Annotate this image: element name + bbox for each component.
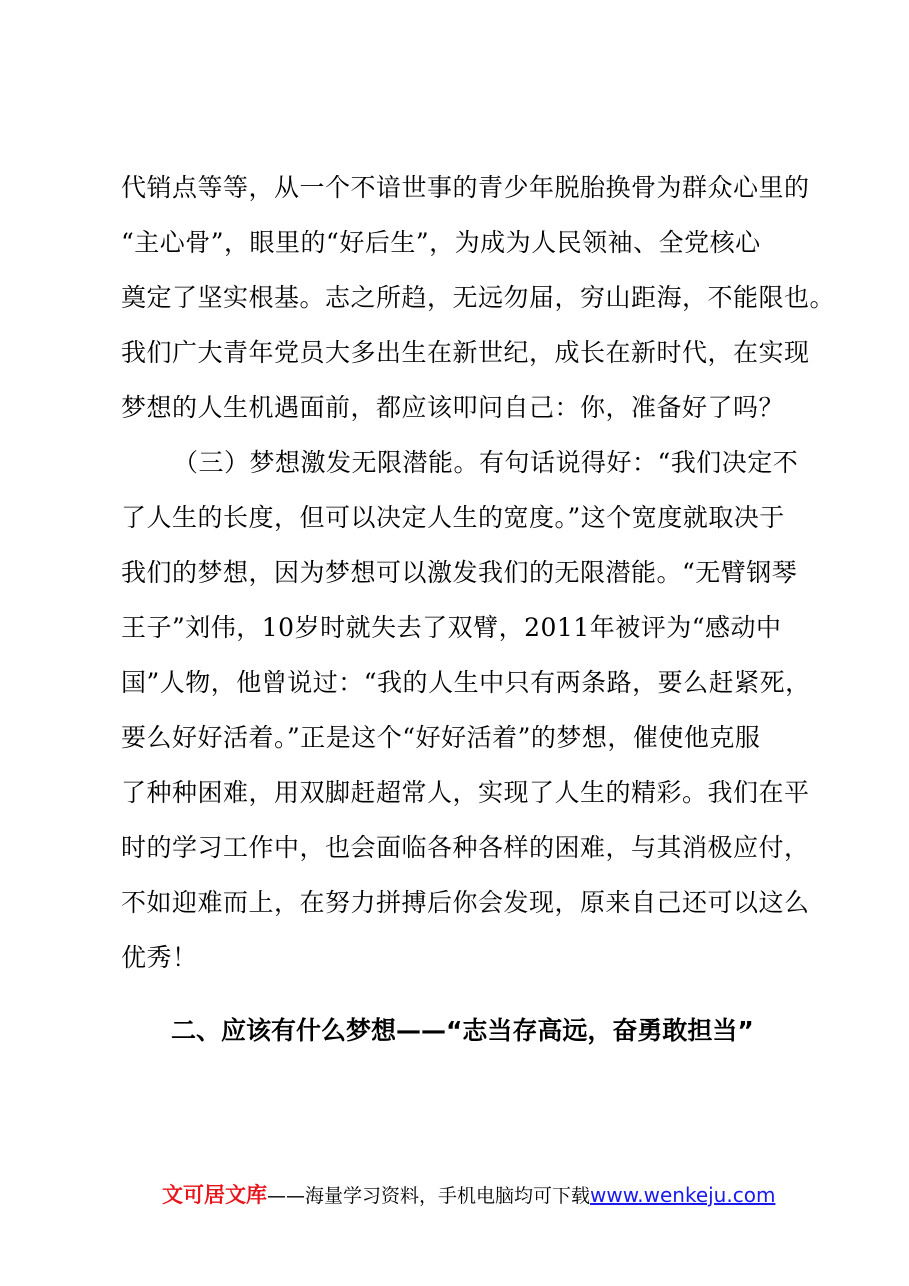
footer-banner [162,1180,775,1211]
paragraph-line: 代销点等等，从一个不谙世事的青少年脱胎换骨为群众心里的 [121,173,810,202]
brand-name: 文可居文库 [162,1183,267,1207]
paragraph-line: 国”人物，他曾说过：“我的人生中只有两条路，要么赶紧死， [121,668,811,697]
paragraph-line: 奠定了坚实根基。志之所趋，无远勿届，穷山距海，不能限也。 [121,283,836,312]
paragraph-line: 王子”刘伟，10岁时就失去了双臂，2011年被评为“感动中 [121,613,782,642]
paragraph-line: 梦想的人生机遇面前，都应该叩问自己：你，准备好了吗？ [121,393,785,422]
paragraph-line: 不如迎难而上，在努力拼搏后你会发现，原来自己还可以这么 [121,888,810,917]
paragraph-line: 优秀！ [121,943,198,972]
website-link[interactable]: www.wenkeju.com [590,1183,776,1207]
paragraph-line: 时的学习工作中，也会面临各种各样的困难，与其消极应付， [121,833,810,862]
paragraph-line: （三）梦想激发无限潜能。有句话说得好：“我们决定不 [173,448,799,477]
footer-tagline: ——海量学习资料，手机电脑均可下载 [267,1185,591,1207]
paragraph-line: 我们的梦想，因为梦想可以激发我们的无限潜能。“无臂钢琴 [121,558,798,587]
body-text [121,160,836,985]
section-heading: 二、应该有什么梦想——“志当存高远，奋勇敢担当” [171,1016,754,1045]
paragraph-line: 要么好好活着。”正是这个“好好活着”的梦想，催使他克服 [121,723,761,752]
paragraph-line: 我们广大青年党员大多出生在新世纪，成长在新时代，在实现 [121,338,810,367]
paragraph-line: 了人生的长度，但可以决定人生的宽度。”这个宽度就取决于 [121,503,785,532]
paragraph-line: 了种种困难，用双脚赶超常人，实现了人生的精彩。我们在平 [121,778,810,807]
paragraph-line: “主心骨”，眼里的“好后生”，为成为人民领袖、全党核心 [121,228,761,257]
